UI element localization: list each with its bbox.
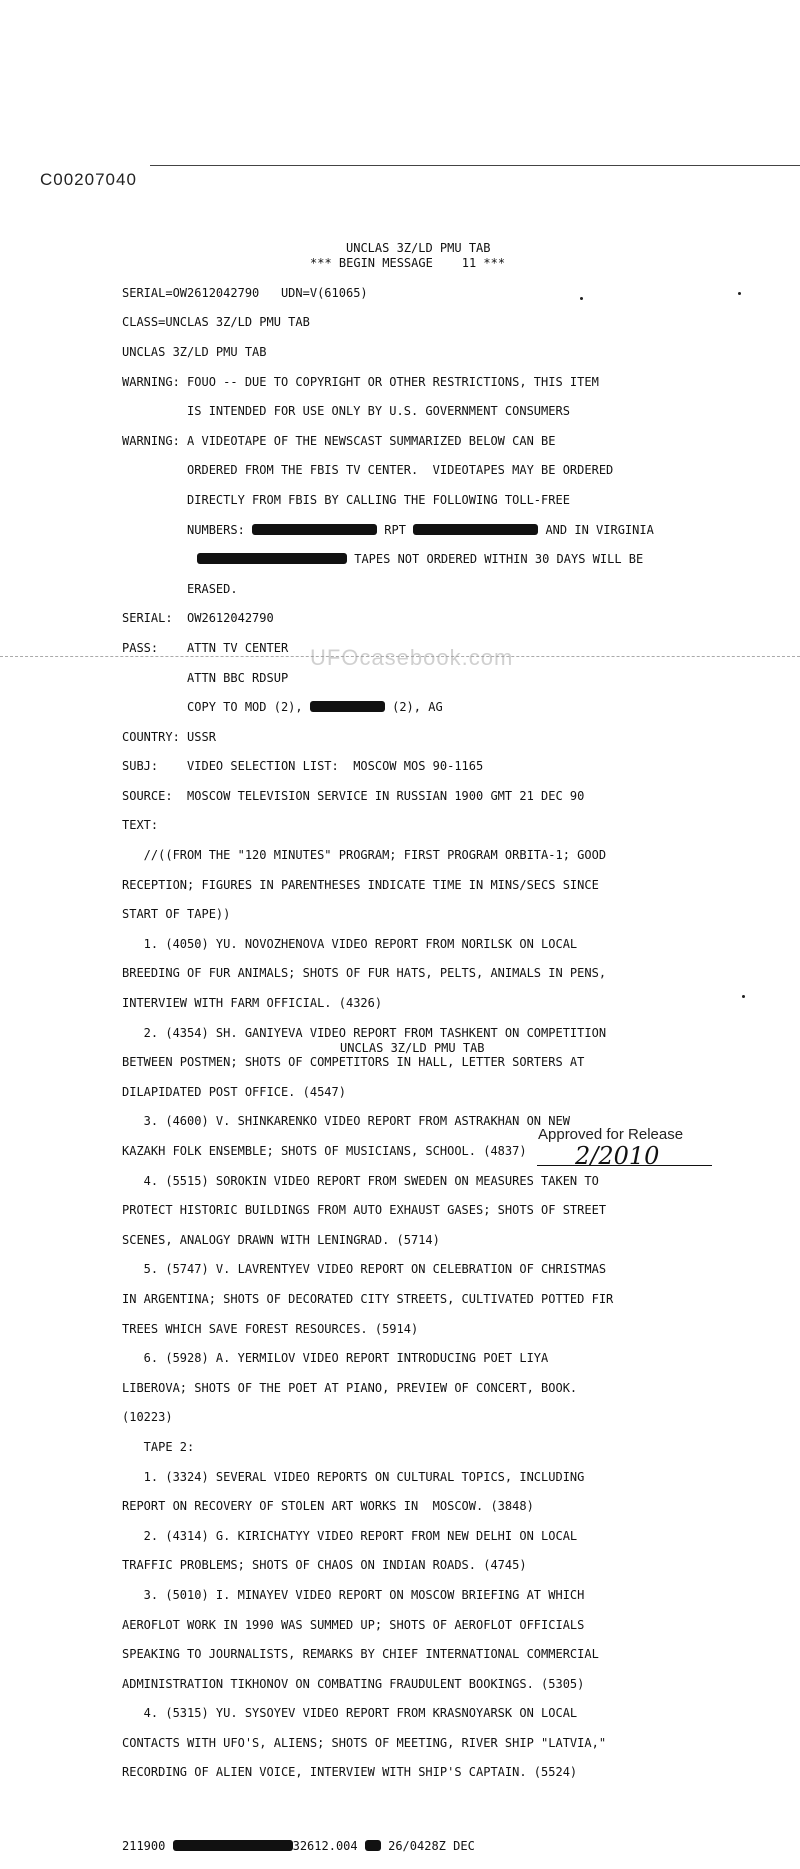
body-line: SERIAL: OW2612042790 xyxy=(122,611,274,626)
top-rule xyxy=(150,165,800,166)
body-line: SOURCE: MOSCOW TELEVISION SERVICE IN RUSSIAN 1900 GMT 21 DEC 90 xyxy=(122,788,585,803)
numbers-line: NUMBERS: RPT AND IN VIRGINIA xyxy=(122,522,654,537)
body-line: 3. (4600) V. SHINKARENKO VIDEO REPORT FROM ASTRAKHAN ON NEW xyxy=(122,1114,570,1129)
body-line: TRAFFIC PROBLEMS; SHOTS OF CHAOS ON INDIAN ROADS. (4745) xyxy=(122,1558,527,1573)
body-line: RECEPTION; FIGURES IN PARENTHESES INDICATE TIME IN MINS/SECS SINCE xyxy=(122,877,599,892)
copy-line: COPY TO MOD (2), (2), AG xyxy=(122,700,443,715)
body-line: PROTECT HISTORIC BUILDINGS FROM AUTO EXHAUST GASES; SHOTS OF STREET xyxy=(122,1203,607,1218)
body-line: 2. (4354) SH. GANIYEVA VIDEO REPORT FROM TASHKENT ON COMPETITION xyxy=(122,1025,607,1040)
body-line: LIBEROVA; SHOTS OF THE POET AT PIANO, PREVIEW OF CONCERT, BOOK. xyxy=(122,1380,578,1395)
body-line: COUNTRY: USSR xyxy=(122,729,216,744)
body-line: BETWEEN POSTMEN; SHOTS OF COMPETITORS IN HALL, LETTER SORTERS AT xyxy=(122,1055,585,1070)
document-id: C00207040 xyxy=(40,170,137,189)
body-line: SCENES, ANALOGY DRAWN WITH LENINGRAD. (5714) xyxy=(122,1232,440,1247)
redaction-block xyxy=(365,1840,381,1851)
approval-date-handwritten: 2/2010 xyxy=(575,1142,660,1170)
body-line: KAZAKH FOLK ENSEMBLE; SHOTS OF MUSICIANS, SCHOOL. (4837) xyxy=(122,1144,527,1159)
body-line: SERIAL=OW2612042790 UDN=V(61065) xyxy=(122,285,368,300)
body-line: (10223) xyxy=(122,1410,173,1425)
watermark-text: UFOcasebook.com xyxy=(310,645,514,670)
body-line: 4. (5315) YU. SYSOYEV VIDEO REPORT FROM KRASNOYARSK ON LOCAL xyxy=(122,1706,578,1721)
body-line: START OF TAPE)) xyxy=(122,907,231,922)
body-line: 1. (4050) YU. NOVOZHENOVA VIDEO REPORT FROM NORILSK ON LOCAL xyxy=(122,936,578,951)
body-line: 1. (3324) SEVERAL VIDEO REPORTS ON CULTURAL TOPICS, INCLUDING xyxy=(122,1469,585,1484)
body-line: WARNING: A VIDEOTAPE OF THE NEWSCAST SUMMARIZED BELOW CAN BE xyxy=(122,433,556,448)
closing-line: 211900 32612.004 26/0428Z DEC xyxy=(122,1839,475,1854)
scan-speck xyxy=(742,995,745,998)
body-line: 4. (5515) SOROKIN VIDEO REPORT FROM SWEDEN ON MEASURES TAKEN TO xyxy=(122,1173,599,1188)
header-begin-message: *** BEGIN MESSAGE 11 *** xyxy=(310,256,506,270)
body-line: 6. (5928) A. YERMILOV VIDEO REPORT INTRODUCING POET LIYA xyxy=(122,1351,549,1366)
footer-classification: UNCLAS 3Z/LD PMU TAB xyxy=(340,1041,485,1055)
body-line: ATTN BBC RDSUP xyxy=(122,670,289,685)
body-line: AEROFLOT WORK IN 1990 WAS SUMMED UP; SHOTS OF AEROFLOT OFFICIALS xyxy=(122,1617,585,1632)
body-line: CLASS=UNCLAS 3Z/LD PMU TAB xyxy=(122,315,310,330)
approved-stamp: Approved for Release xyxy=(538,1126,684,1143)
body-line: ADMINISTRATION TIKHONOV ON COMBATING FRAUDULENT BOOKINGS. (5305) xyxy=(122,1676,585,1691)
redaction-block xyxy=(197,553,347,564)
body-line: PASS: ATTN TV CENTER xyxy=(122,640,289,655)
body-line: SUBJ: VIDEO SELECTION LIST: MOSCOW MOS 90-1165 xyxy=(122,759,484,774)
body-line: TAPE 2: xyxy=(122,1439,195,1454)
body-line: ORDERED FROM THE FBIS TV CENTER. VIDEOTAPES MAY BE ORDERED xyxy=(122,463,614,478)
scan-speck xyxy=(580,297,583,300)
body-line: DILAPIDATED POST OFFICE. (4547) xyxy=(122,1084,346,1099)
body-line: TREES WHICH SAVE FOREST RESOURCES. (5914) xyxy=(122,1321,419,1336)
tapes-line: TAPES NOT ORDERED WITHIN 30 DAYS WILL BE xyxy=(122,552,654,567)
redaction-block xyxy=(252,524,377,535)
redaction-block xyxy=(310,701,385,712)
body-line: IN ARGENTINA; SHOTS OF DECORATED CITY STREETS, CULTIVATED POTTED FIR xyxy=(122,1291,614,1306)
body-line: 2. (4314) G. KIRICHATYY VIDEO REPORT FROM NEW DELHI ON LOCAL xyxy=(122,1528,578,1543)
body-line: TEXT: xyxy=(122,818,159,833)
body-line: BREEDING OF FUR ANIMALS; SHOTS OF FUR HATS, PELTS, ANIMALS IN PENS, xyxy=(122,966,607,981)
body-line: REPORT ON RECOVERY OF STOLEN ART WORKS IN MOSCOW. (3848) xyxy=(122,1499,534,1514)
approval-underline xyxy=(537,1165,712,1166)
body-line: SPEAKING TO JOURNALISTS, REMARKS BY CHIEF INTERNATIONAL COMMERCIAL xyxy=(122,1647,599,1662)
body-line: INTERVIEW WITH FARM OFFICIAL. (4326) xyxy=(122,996,383,1011)
body-line: ERASED. xyxy=(122,581,238,596)
body-line: WARNING: FOUO -- DUE TO COPYRIGHT OR OTHER RESTRICTIONS, THIS ITEM xyxy=(122,374,599,389)
scan-speck xyxy=(738,292,741,295)
redaction-block xyxy=(173,1840,293,1851)
body-line: //((FROM THE "120 MINUTES" PROGRAM; FIRST PROGRAM ORBITA-1; GOOD xyxy=(122,848,607,863)
body-line: UNCLAS 3Z/LD PMU TAB xyxy=(122,344,267,359)
body-line: IS INTENDED FOR USE ONLY BY U.S. GOVERNMENT CONSUMERS xyxy=(122,404,570,419)
body-line: RECORDING OF ALIEN VOICE, INTERVIEW WITH SHIP'S CAPTAIN. (5524) xyxy=(122,1765,578,1780)
header-classification: UNCLAS 3Z/LD PMU TAB xyxy=(346,241,491,255)
message-body xyxy=(122,271,654,1869)
body-line: 5. (5747) V. LAVRENTYEV VIDEO REPORT ON CELEBRATION OF CHRISTMAS xyxy=(122,1262,607,1277)
body-line: 3. (5010) I. MINAYEV VIDEO REPORT ON MOSCOW BRIEFING AT WHICH xyxy=(122,1587,585,1602)
redaction-block xyxy=(413,524,538,535)
body-line: DIRECTLY FROM FBIS BY CALLING THE FOLLOWING TOLL-FREE xyxy=(122,492,570,507)
body-line: CONTACTS WITH UFO'S, ALIENS; SHOTS OF MEETING, RIVER SHIP "LATVIA," xyxy=(122,1735,607,1750)
